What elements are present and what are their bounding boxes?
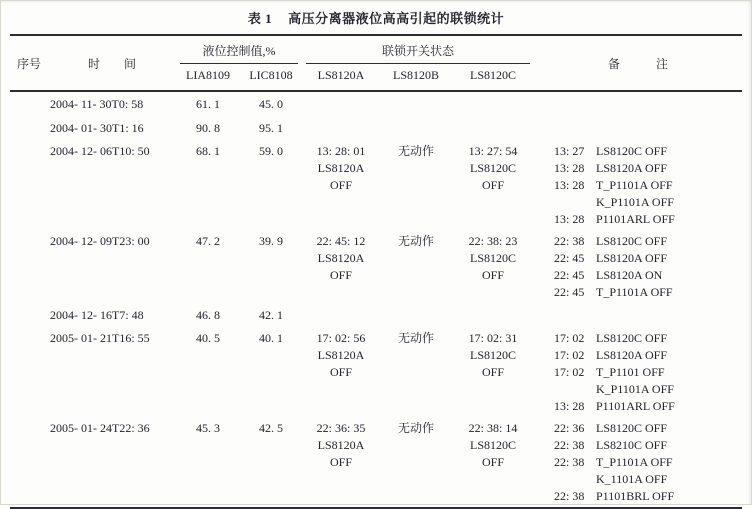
lic8108-cell: 45. 0: [259, 97, 283, 111]
seq-cell: [10, 417, 48, 508]
lic8108-cell: 95. 1: [259, 121, 283, 135]
table-number: 表 1: [247, 11, 273, 26]
switch-event-device: LS8120C: [469, 251, 516, 265]
remark-line: K_1101A OFF: [596, 472, 668, 486]
switch-event-time: 22: 36: 35: [316, 421, 366, 435]
lia8109-cell: 46. 8: [196, 308, 220, 322]
remark-line: 13: 28 P1101ARL OFF: [554, 399, 675, 413]
switch-event-device: LS8120A: [317, 348, 365, 362]
seq-cell: [10, 303, 48, 327]
remarks-cell: [534, 116, 742, 140]
remark-line: 13: 28 P1101ARL OFF: [554, 212, 675, 226]
table-row: [10, 140, 742, 230]
switch-event-time: 22: 38: 23: [468, 234, 518, 248]
remark-line: 17: 02 LS8120C OFF: [554, 331, 668, 345]
remark-line: K_P1101A OFF: [596, 382, 674, 396]
ls8120a-cell: [302, 303, 380, 327]
remarks-cell: [534, 230, 742, 303]
seq-cell: [10, 327, 48, 417]
remarks-cell: [534, 417, 742, 508]
col-header-ls8120c: LS8120C: [469, 68, 516, 82]
group-header-level-label: 液位控制值,%: [180, 36, 298, 64]
switch-event-state: OFF: [329, 365, 352, 379]
interlock-statistics-table: [10, 34, 742, 509]
col-header-time: 时 间: [87, 56, 136, 71]
ls8120a-cell: [302, 140, 380, 230]
remark-line: 17: 02 LS8120A OFF: [554, 348, 668, 362]
lia8109-cell: 40. 5: [196, 331, 220, 345]
table-row: [10, 417, 742, 508]
remarks-cell: [534, 91, 742, 116]
switch-event-time: 13: 28: 01: [316, 144, 366, 158]
ls8120a-cell: [302, 91, 380, 116]
table-title: [10, 5, 742, 34]
switch-event-time: 22: 38: 14: [468, 421, 518, 435]
remark-line: 22: 38 LS8120C OFF: [554, 234, 668, 248]
ls8120c-cell: [452, 116, 534, 140]
remark-line: K_P1101A OFF: [596, 195, 674, 209]
switch-event-time: 17: 02: 31: [468, 331, 518, 345]
time-cell: 2004- 12- 06T10: 50: [50, 144, 150, 158]
remark-line: 22: 38 P1101BRL OFF: [554, 489, 675, 503]
ls8120b-cell: 无动作: [397, 331, 434, 345]
table-caption: 高压分离器液位高高引起的联锁统计: [288, 11, 505, 26]
switch-event-time: 22: 45: 12: [316, 234, 366, 248]
lia8109-cell: 90. 8: [196, 121, 220, 135]
group-header-level: [176, 35, 302, 64]
ls8120c-cell: [452, 327, 534, 417]
ls8120c-cell: [452, 91, 534, 116]
seq-cell: [10, 91, 48, 116]
remark-line: 13: 27 LS8120C OFF: [554, 144, 668, 158]
col-header-seq: 序号: [16, 56, 41, 71]
ls8120a-cell: [302, 327, 380, 417]
ls8120b-cell: 无动作: [397, 421, 434, 435]
table-row: [10, 116, 742, 140]
time-cell: 2004- 12- 09T23: 00: [50, 234, 150, 248]
ls8120b-cell: 无动作: [397, 144, 434, 158]
lia8109-cell: 47. 2: [196, 234, 220, 248]
lic8108-cell: 42. 5: [259, 421, 283, 435]
table-row: [10, 303, 742, 327]
remark-line: 22: 45 LS8120A OFF: [554, 251, 668, 265]
lic8108-cell: 39. 9: [259, 234, 283, 248]
seq-cell: [10, 116, 48, 140]
switch-event-state: OFF: [481, 268, 504, 282]
ls8120b-cell: [380, 116, 452, 140]
group-header-switch: [302, 35, 534, 64]
ls8120c-cell: [452, 303, 534, 327]
ls8120c-cell: [452, 230, 534, 303]
lic8108-cell: 59. 0: [259, 144, 283, 158]
ls8120b-cell: [380, 91, 452, 116]
table-row: [10, 230, 742, 303]
remark-line: 22: 45 LS8120A ON: [554, 268, 663, 282]
lic8108-cell: 42. 1: [259, 308, 283, 322]
remark-line: 22: 38 LS8210C OFF: [554, 438, 668, 452]
remark-line: 22: 38 T_P1101A OFF: [554, 455, 673, 469]
lia8109-cell: 68. 1: [196, 144, 220, 158]
group-header-switch-label: 联锁开关状态: [306, 36, 530, 64]
switch-event-device: LS8120C: [469, 438, 516, 452]
switch-event-state: OFF: [481, 455, 504, 469]
col-header-ls8120b: LS8120B: [392, 68, 439, 82]
remarks-cell: [534, 140, 742, 230]
lic8108-cell: 40. 1: [259, 331, 283, 345]
lia8109-cell: 45. 3: [196, 421, 220, 435]
table-row: [10, 91, 742, 116]
switch-event-time: 13: 27: 54: [468, 144, 518, 158]
remark-line: 13: 28 T_P1101A OFF: [554, 178, 673, 192]
ls8120a-cell: [302, 230, 380, 303]
switch-event-device: LS8120A: [317, 161, 365, 175]
remarks-cell: [534, 303, 742, 327]
time-cell: 2005- 01- 21T16: 55: [50, 331, 150, 345]
time-cell: 2004- 01- 30T1: 16: [50, 121, 144, 135]
ls8120b-cell: 无动作: [397, 234, 434, 248]
col-header-lia8109: LIA8109: [186, 68, 230, 82]
switch-event-device: LS8120C: [469, 161, 516, 175]
switch-event-device: LS8120A: [317, 438, 365, 452]
switch-event-device: LS8120A: [317, 251, 365, 265]
switch-event-device: LS8120C: [469, 348, 516, 362]
time-cell: 2005- 01- 24T22: 36: [50, 421, 150, 435]
seq-cell: [10, 140, 48, 230]
ls8120b-cell: [380, 303, 452, 327]
table-row: [10, 327, 742, 417]
switch-event-state: OFF: [329, 268, 352, 282]
time-cell: 2004- 11- 30T0: 58: [50, 97, 144, 111]
remark-line: 22: 45 T_P1101A OFF: [554, 285, 673, 299]
remark-line: 13: 28 LS8120A OFF: [554, 161, 668, 175]
col-header-ls8120a: LS8120A: [317, 68, 365, 82]
remark-line: 17: 02 T_P1101 OFF: [554, 365, 665, 379]
time-cell: 2004- 12- 16T7: 48: [50, 308, 144, 322]
switch-event-state: OFF: [481, 365, 504, 379]
switch-event-state: OFF: [329, 455, 352, 469]
seq-cell: [10, 230, 48, 303]
table-header: [10, 35, 742, 91]
remark-line: 22: 36 LS8120C OFF: [554, 421, 668, 435]
switch-event-state: OFF: [329, 178, 352, 192]
switch-event-state: OFF: [481, 178, 504, 192]
ls8120c-cell: [452, 140, 534, 230]
table-body: [10, 91, 742, 508]
ls8120a-cell: [302, 116, 380, 140]
ls8120a-cell: [302, 417, 380, 508]
lia8109-cell: 61. 1: [196, 97, 220, 111]
col-header-remarks: 备 注: [607, 56, 668, 71]
remarks-cell: [534, 327, 742, 417]
ls8120c-cell: [452, 417, 534, 508]
switch-event-time: 17: 02: 56: [316, 331, 366, 345]
col-header-lic8108: LIC8108: [249, 68, 293, 82]
